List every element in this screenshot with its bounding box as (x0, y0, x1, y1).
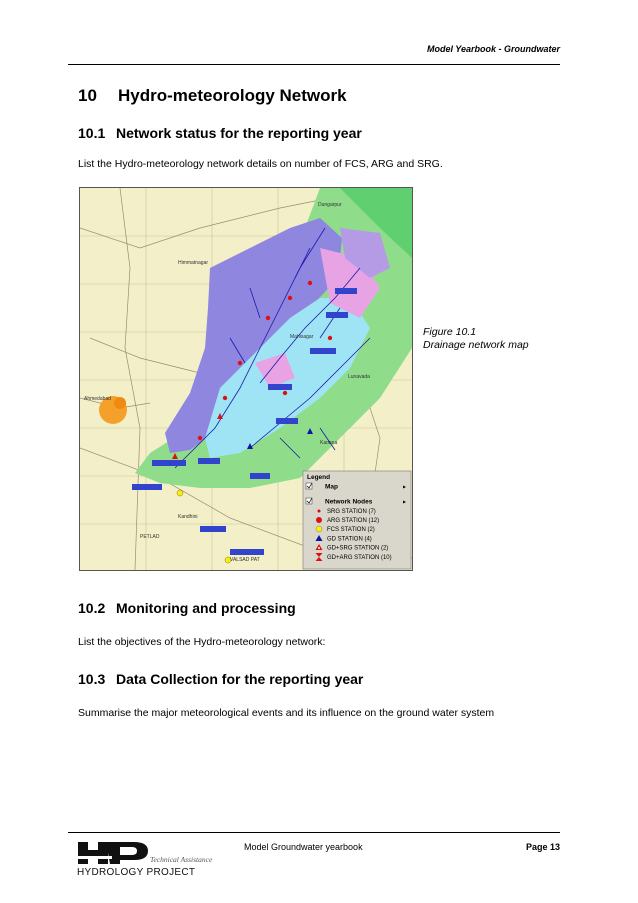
legend-item-label: SRG STATION (7) (327, 509, 376, 515)
subsection-title: Data Collection for the reporting year (116, 671, 364, 687)
legend-item-label: GD+SRG STATION (2) (327, 545, 389, 552)
place-label: Kadana (320, 440, 338, 446)
svg-text:▸: ▸ (403, 499, 407, 506)
paragraph-network-details: List the Hydro-meteorology network details on number of FCS, ARG and SRG. (78, 158, 443, 170)
figure-number: Figure 10.1 (423, 326, 477, 338)
place-label: VALSAD PAT (230, 557, 260, 563)
subsection-heading-10-1 (78, 125, 362, 141)
subsection-number: 10.1 (78, 125, 106, 141)
section-heading-10 (78, 86, 347, 106)
place-label: Kandhini (178, 514, 198, 520)
legend-item-label: GD+ARG STATION (10) (327, 555, 392, 561)
running-header: Model Yearbook - Groundwater (426, 44, 560, 54)
legend-item-label: ARG STATION (12) (327, 518, 380, 524)
header-rule (68, 64, 560, 65)
drainage-network-map (79, 187, 413, 571)
footer-document-title: Model Groundwater yearbook (244, 842, 363, 852)
footer-rule (68, 832, 560, 833)
place-label: Mahisagar (290, 334, 314, 340)
place-label: Dungarpur (318, 202, 342, 208)
section-title: Hydro-meteorology Network (118, 86, 347, 105)
subsection-heading-10-2 (78, 600, 296, 616)
legend-item-label: FCS STATION (2) (327, 527, 375, 533)
place-label: Lunavada (348, 374, 370, 380)
svg-text:▸: ▸ (403, 484, 407, 491)
legend-title: Legend (307, 474, 331, 481)
place-label: Himmatnagar (178, 260, 209, 266)
legend-item-label: GD STATION (4) (327, 536, 372, 543)
place-label: Ahmedabad (84, 396, 111, 402)
section-number: 10 (78, 86, 97, 105)
subsection-number: 10.3 (78, 671, 106, 687)
hydrology-project-logo (76, 836, 216, 878)
figure-caption (423, 326, 529, 352)
subsection-title: Network status for the reporting year (116, 125, 362, 141)
subsection-title: Monitoring and processing (116, 600, 296, 616)
page-number: Page 13 (525, 842, 560, 852)
legend-layer-nodes: Network Nodes (325, 498, 373, 506)
paragraph-meteorological-events: Summarise the major meteorological events and its influence on the ground water system (78, 707, 495, 719)
place-label: PETLAD (140, 534, 160, 540)
logo-subtitle: Technical Assistance (150, 855, 213, 864)
figure-title: Drainage network map (423, 339, 529, 351)
logo-text: HYDROLOGY PROJECT (77, 867, 196, 878)
legend-layer-map: Map (325, 483, 338, 491)
map-legend (303, 471, 411, 569)
subsection-number: 10.2 (78, 600, 106, 616)
paragraph-objectives: List the objectives of the Hydro-meteorology network: (78, 636, 326, 648)
subsection-heading-10-3 (78, 671, 363, 687)
